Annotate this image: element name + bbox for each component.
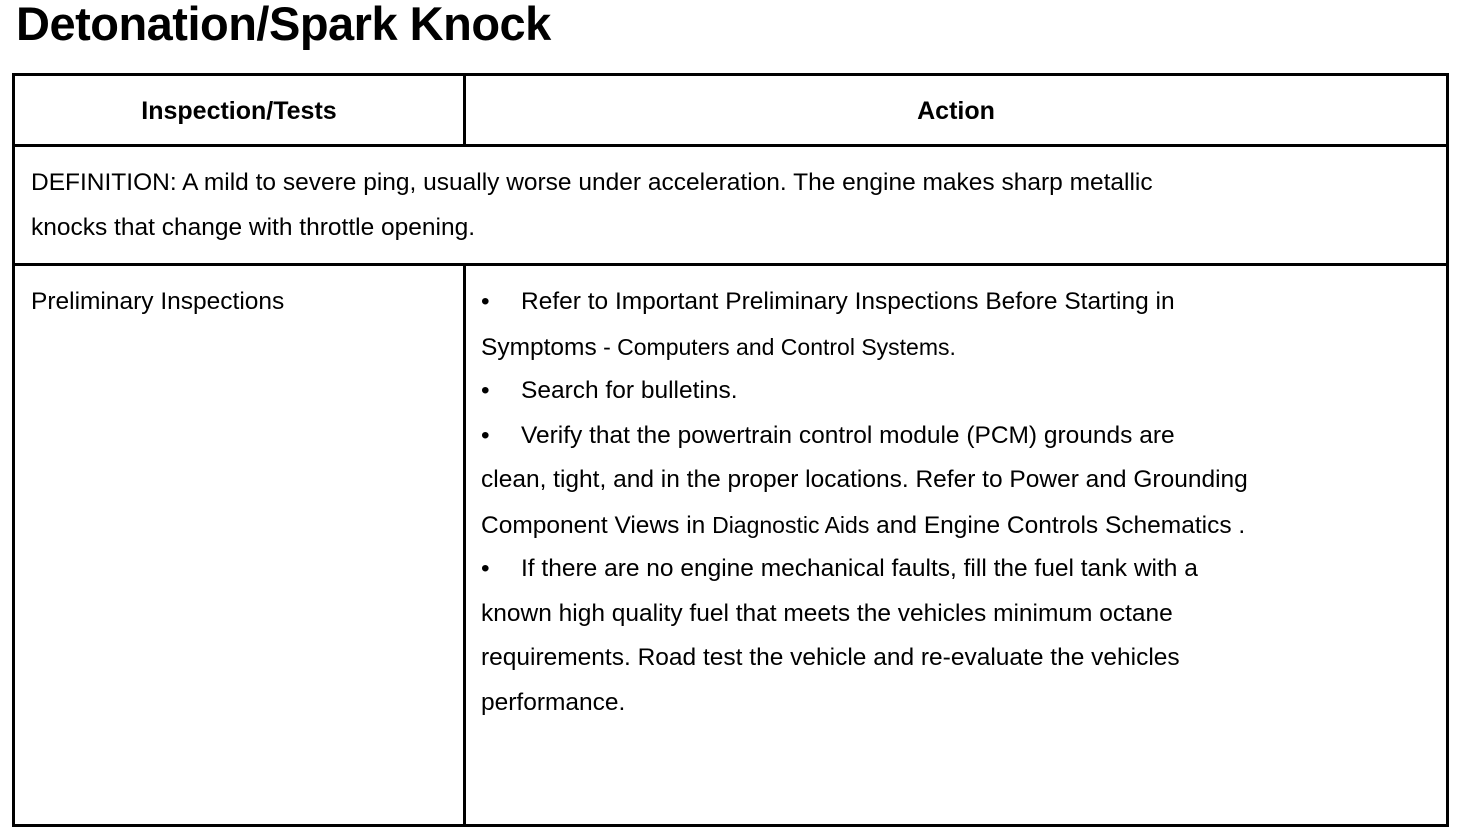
action-line: clean, tight, and in the proper locations. Refer to Power and Grounding [481,466,1248,493]
symptoms-text: Symptoms [481,333,597,361]
action-line: known high quality fuel that meets the vehicles minimum octane [481,599,1173,627]
page-title: Detonation/Spark Knock [16,0,551,50]
action-line: performance. [481,688,626,716]
diagnostic-aids-reference: Diagnostic Aids [712,511,870,538]
bullet-text: Verify that the powertrain control module (PCM) grounds are [521,421,1175,449]
bullet-text: Search for bulletins. [521,377,738,404]
diagnostic-table [12,73,1449,827]
symptoms-reference: - Computers and Control Systems. [596,333,956,360]
bullet-glyph: • [481,421,490,449]
bullet-text: Refer to Important Preliminary Inspections Before Starting in [521,288,1175,315]
bullet-text: If there are no engine mechanical faults, fill the fuel tank with a [521,555,1198,582]
inspection-label: Preliminary Inspections [31,288,285,315]
action-line [481,325,1248,370]
action-line [481,369,1248,414]
definition-line: DEFINITION: A mild to severe ping, usually worse under acceleration. The engine makes sharp metallic [31,169,1153,196]
component-views-text: Component Views in [481,511,713,539]
header-inspection-tests: Inspection/Tests [141,96,337,125]
bullet-glyph: • [481,377,490,404]
action-line [481,547,1248,592]
bullet-glyph: • [481,555,490,582]
action-line [481,280,1248,325]
header-action: Action [917,96,995,125]
definition-divider [15,263,1446,266]
action-line [481,503,1248,548]
action-line [481,414,1248,459]
definition-line: knocks that change with throttle opening. [31,213,476,241]
definition-text [31,161,1153,250]
body-column-divider [463,263,466,824]
bullet-glyph: • [481,288,490,315]
inspection-cell [31,280,284,325]
action-line: requirements. Road test the vehicle and re-evaluate the vehicles [481,644,1180,671]
schematics-text: and Engine Controls Schematics . [869,511,1246,539]
action-cell [481,280,1248,725]
